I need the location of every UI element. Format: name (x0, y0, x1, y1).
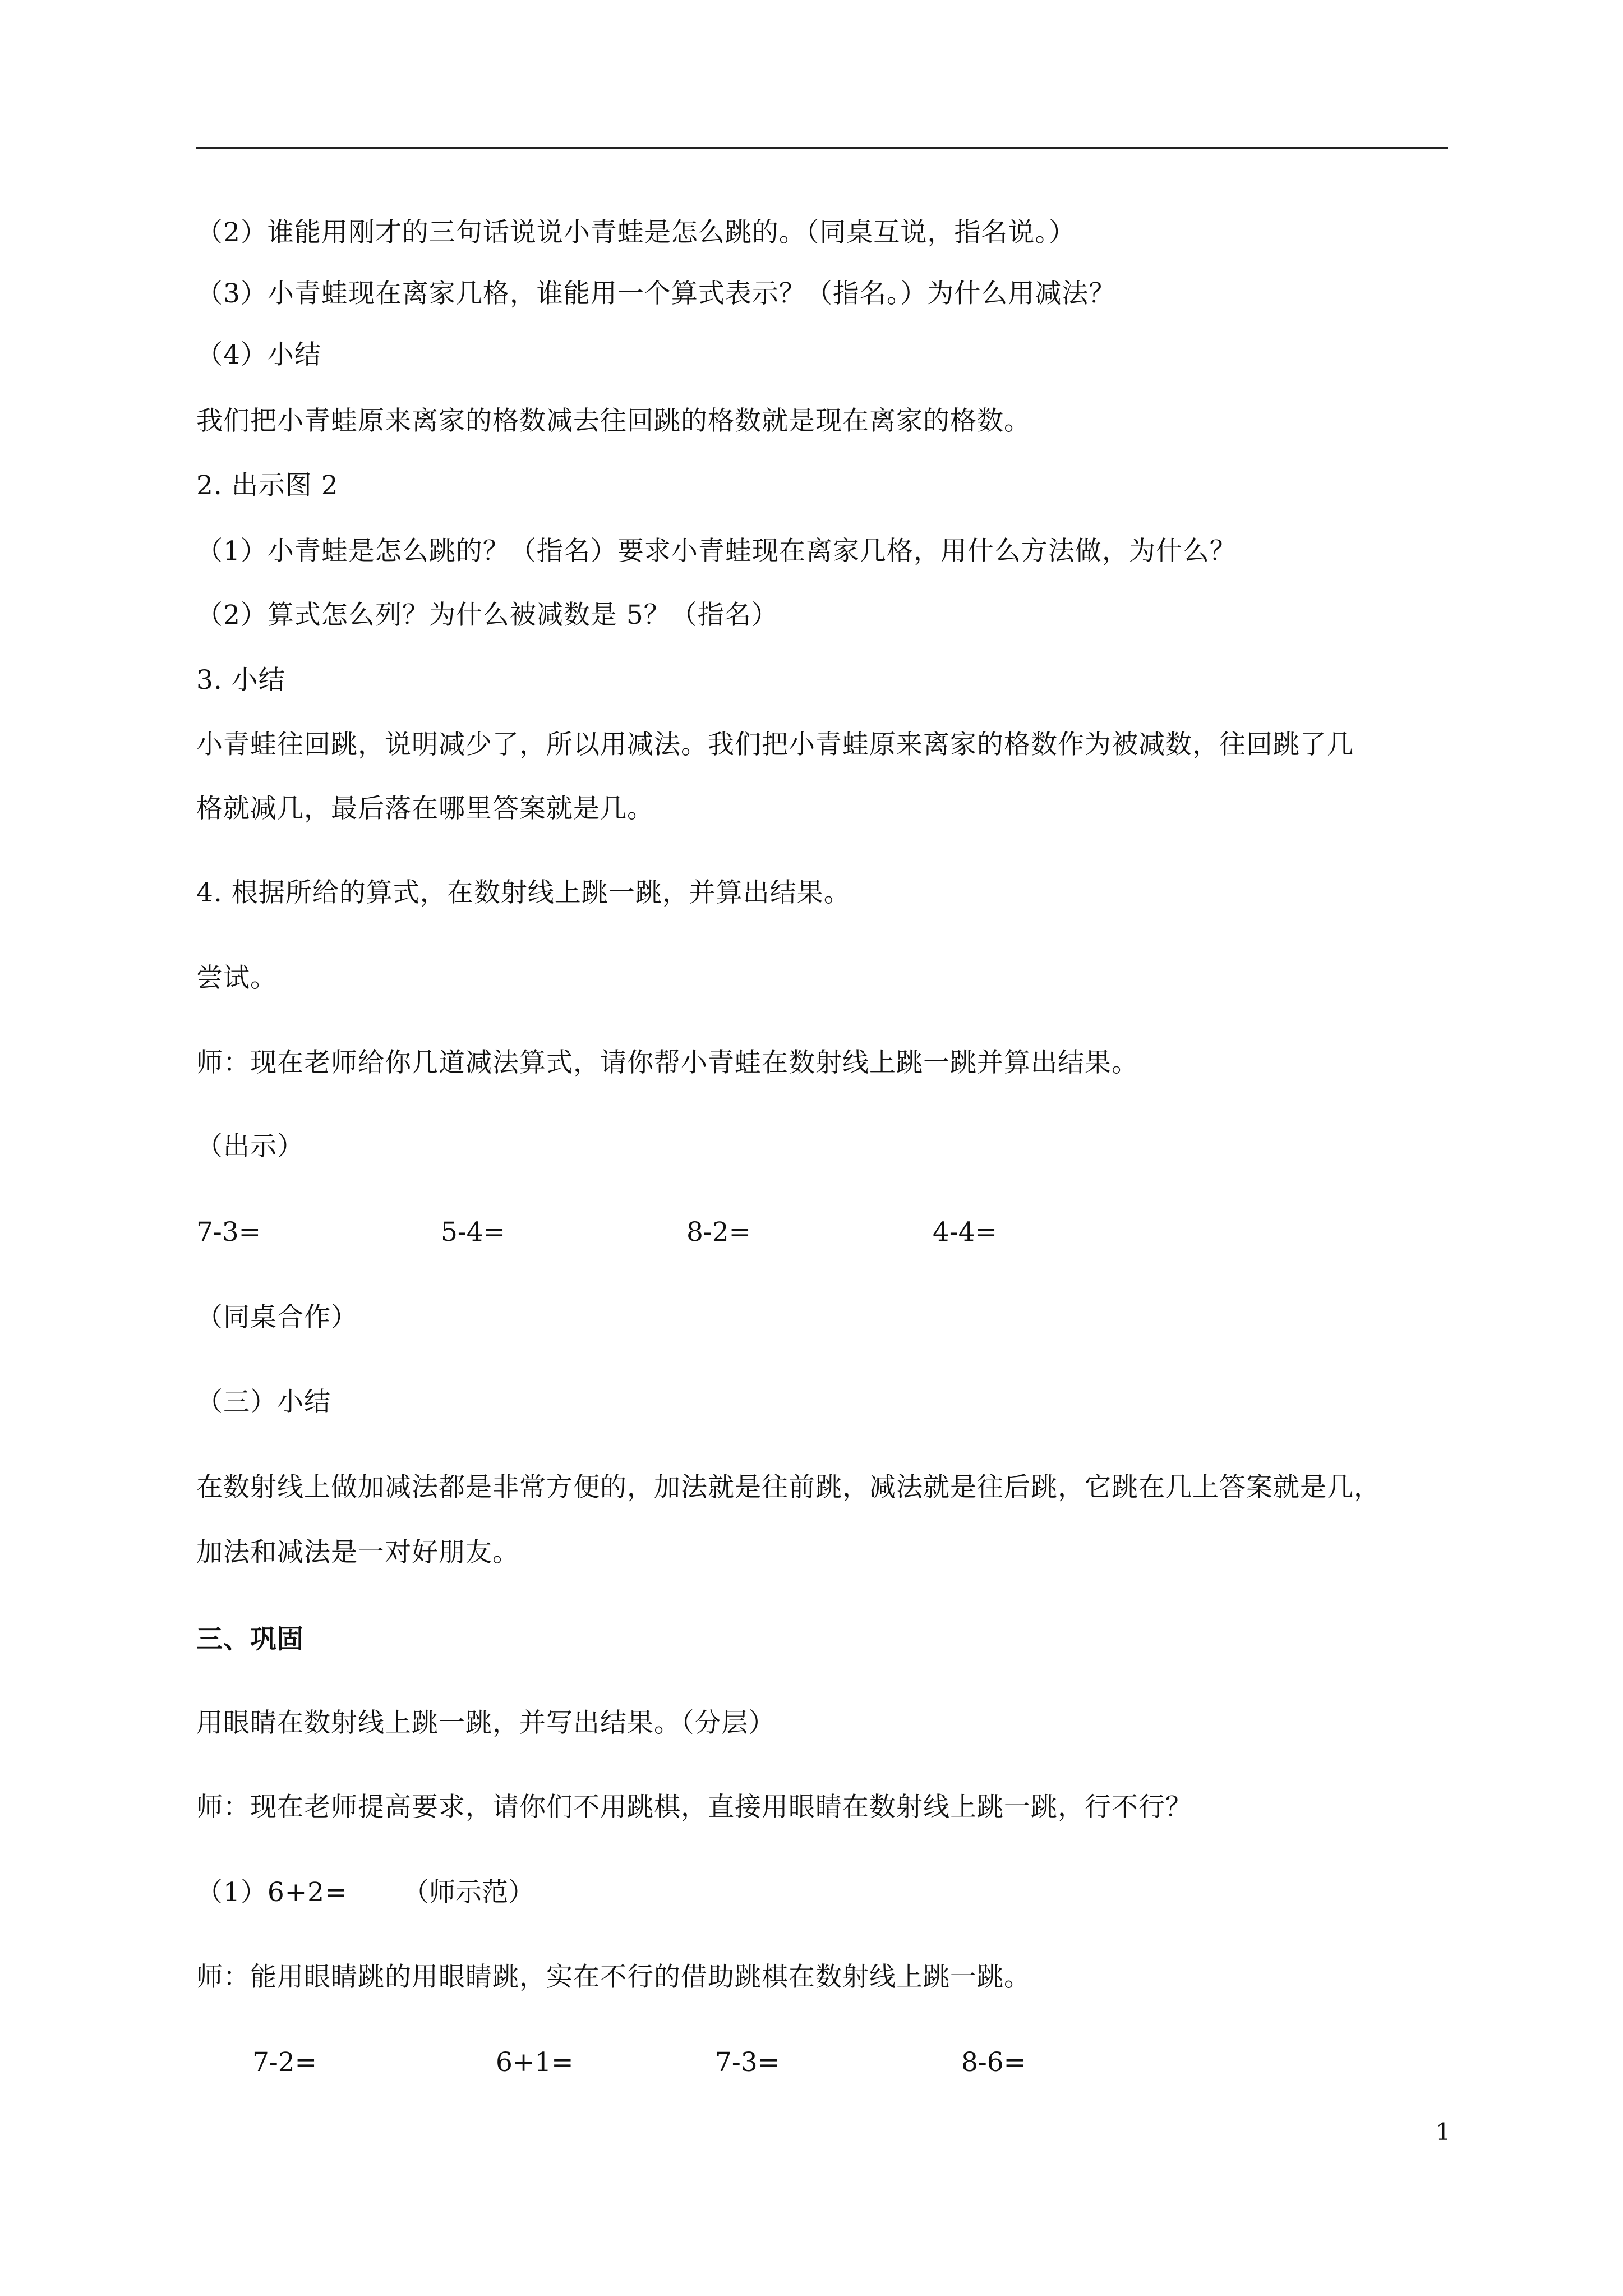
text-line: （2）算式怎么列？为什么被减数是 5？（指名） (196, 600, 778, 631)
text-line: 用眼睛在数射线上跳一跳，并写出结果。（分层） (196, 1708, 776, 1738)
text-line: 师：能用眼睛跳的用眼睛跳，实在不行的借助跳棋在数射线上跳一跳。 (196, 1962, 1031, 1993)
text-line: （三）小结 (196, 1387, 331, 1418)
text-line: 师：现在老师提高要求，请你们不用跳棋，直接用眼睛在数射线上跳一跳，行不行？ (196, 1792, 1192, 1823)
text-line: （4）小结 (196, 339, 321, 370)
text-line: 3. 小结 (196, 665, 285, 696)
equation: 6+1= (496, 2047, 574, 2078)
section-heading: 三、巩固 (196, 1624, 304, 1655)
equation: 8-2= (686, 1217, 751, 1248)
header-rule (196, 147, 1448, 149)
text-line: 在数射线上做加减法都是非常方便的，加法就是往前跳，减法就是往后跳，它跳在几上答案就是几， (196, 1472, 1381, 1503)
text-line: 小青蛙往回跳，说明减少了，所以用减法。我们把小青蛙原来离家的格数作为被减数，往回跳了几 (196, 729, 1354, 760)
text-line: （3）小青蛙现在离家几格，谁能用一个算式表示？（指名。）为什么用减法？ (196, 278, 1116, 309)
equation: 5-4= (441, 1217, 506, 1248)
page-number: 1 (1436, 2118, 1451, 2146)
equation: 7-3= (715, 2047, 780, 2078)
text-line: （1）6+2= (196, 1877, 348, 1908)
text-line: （师示范） (403, 1877, 534, 1908)
text-line: 师：现在老师给你几道减法算式，请你帮小青蛙在数射线上跳一跳并算出结果。 (196, 1047, 1138, 1078)
text-line: 4. 根据所给的算式，在数射线上跳一跳，并算出结果。 (196, 877, 851, 908)
text-line: 尝试。 (196, 963, 277, 993)
text-line: 加法和减法是一对好朋友。 (196, 1537, 519, 1568)
equation: 4-4= (933, 1217, 998, 1248)
text-line: 格就减几，最后落在哪里答案就是几。 (196, 793, 654, 824)
text-line: （同桌合作） (196, 1302, 358, 1333)
text-line: （1）小青蛙是怎么跳的？（指名）要求小青蛙现在离家几格，用什么方法做，为什么？ (196, 536, 1237, 567)
text-line: （出示） (196, 1131, 304, 1162)
equation: 7-3= (196, 1217, 261, 1248)
text-line: 我们把小青蛙原来离家的格数减去往回跳的格数就是现在离家的格数。 (196, 406, 1031, 436)
equation: 7-2= (252, 2047, 317, 2078)
text-line: （2）谁能用刚才的三句话说说小青蛙是怎么跳的。（同桌互说，指名说。） (196, 217, 1076, 248)
equation: 8-6= (961, 2047, 1026, 2078)
text-line: 2. 出示图 2 (196, 470, 339, 501)
